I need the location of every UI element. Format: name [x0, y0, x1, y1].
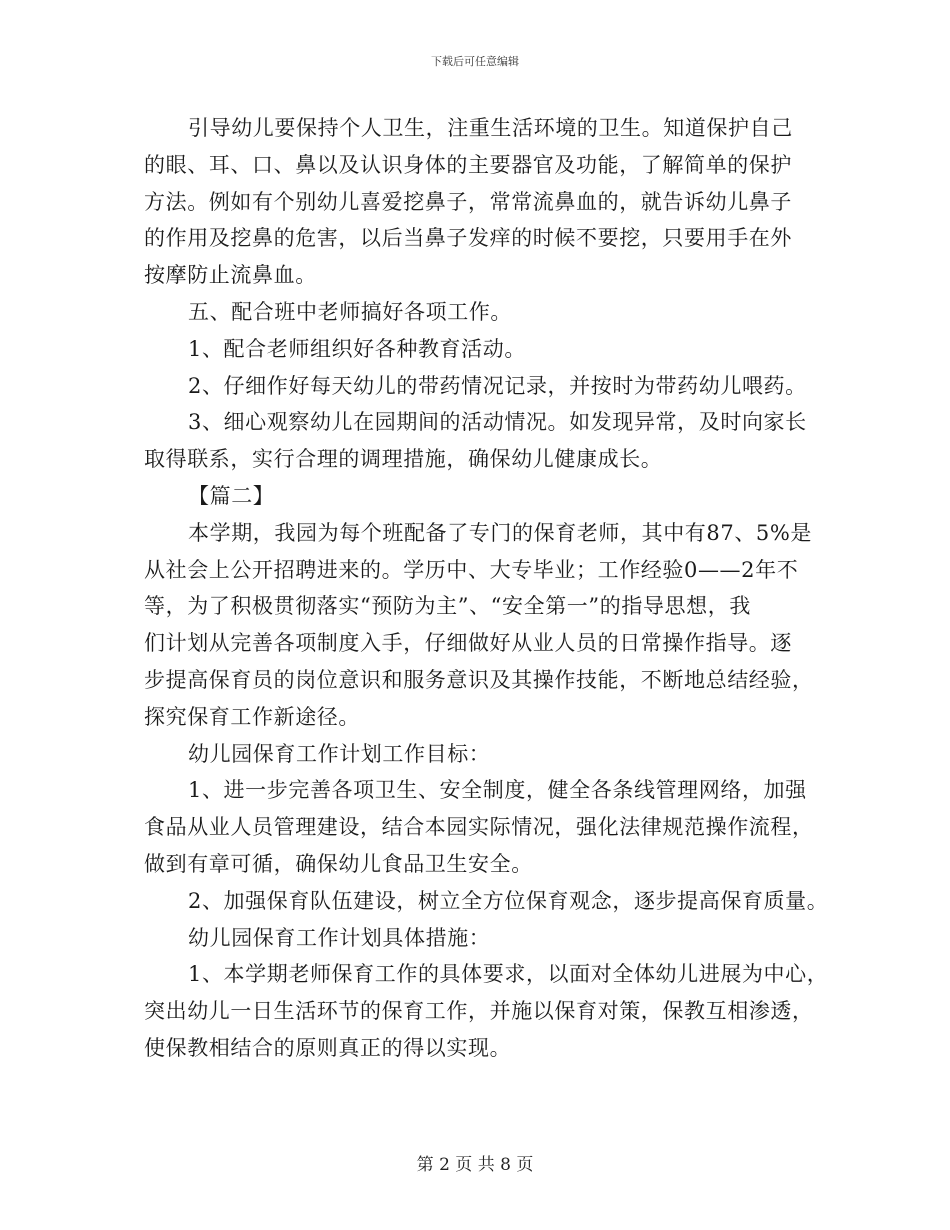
- text-line: 【篇二】: [188, 483, 275, 508]
- text-line: 取得联系，实行合理的调理措施，确保幼儿健康成长。: [144, 447, 663, 472]
- page-number: 第 2 页 共 8 页: [416, 1155, 534, 1175]
- text-line: 使保教相结合的原则真正的得以实现。: [144, 1035, 512, 1060]
- text-line: 做到有章可循，确保幼儿食品卫生安全。: [144, 851, 533, 876]
- text-line: 2、仔细作好每天幼儿的带药情况记录，并按时为带药幼儿喂药。: [188, 373, 807, 398]
- text-line: 探究保育工作新途径。: [144, 704, 360, 729]
- text-line: 五、配合班中老师搞好各项工作。: [188, 299, 512, 324]
- page-header: 下载后可任意编辑: [431, 55, 519, 68]
- text-line: 2、加强保育队伍建设，树立全方位保育观念，逐步提高保育质量。: [188, 888, 829, 913]
- document-body: [144, 110, 829, 1067]
- text-line: 1、进一步完善各项卫生、安全制度，健全各条线管理网络，加强: [188, 778, 807, 803]
- text-line: 的眼、耳、口、鼻以及认识身体的主要器官及功能，了解简单的保护: [144, 152, 792, 177]
- text-line: 从社会上公开招聘进来的。学历中、大专毕业；工作经验0——2年不: [144, 557, 799, 582]
- text-line: 幼儿园保育工作计划工作目标：: [188, 741, 491, 766]
- text-line: 1、本学期老师保育工作的具体要求，以面对全体幼儿进展为中心，: [188, 962, 829, 987]
- text-line: 步提高保育员的岗位意识和服务意识及其操作技能，不断地总结经验，: [144, 667, 814, 692]
- text-line: 突出幼儿一日生活环节的保育工作，并施以保育对策，保教互相渗透，: [144, 999, 814, 1024]
- text-line: 们计划从完善各项制度入手，仔细做好从业人员的日常操作指导。逐: [144, 631, 792, 656]
- text-line: 的作用及挖鼻的危害，以后当鼻子发痒的时候不要挖，只要用手在外: [144, 226, 792, 251]
- text-line: 3、细心观察幼儿在园期间的活动情况。如发现异常，及时向家长: [188, 410, 807, 435]
- text-line: 按摩防止流鼻血。: [144, 263, 317, 288]
- text-line: 方法。例如有个别幼儿喜爱挖鼻子，常常流鼻血的，就告诉幼儿鼻子: [144, 189, 792, 214]
- text-line: 1、配合老师组织好各种教育活动。: [188, 336, 526, 361]
- text-line: 本学期，我园为每个班配备了专门的保育老师，其中有87、5%是: [188, 520, 813, 545]
- text-line: 食品从业人员管理建设，结合本园实际情况，强化法律规范操作流程，: [144, 815, 814, 840]
- text-line: 幼儿园保育工作计划具体措施：: [188, 925, 491, 950]
- text-line: 等，为了积极贯彻落实“预防为主”、“安全第一”的指导思想，我: [144, 594, 751, 619]
- text-line: 引导幼儿要保持个人卫生，注重生活环境的卫生。知道保护自己: [188, 116, 793, 140]
